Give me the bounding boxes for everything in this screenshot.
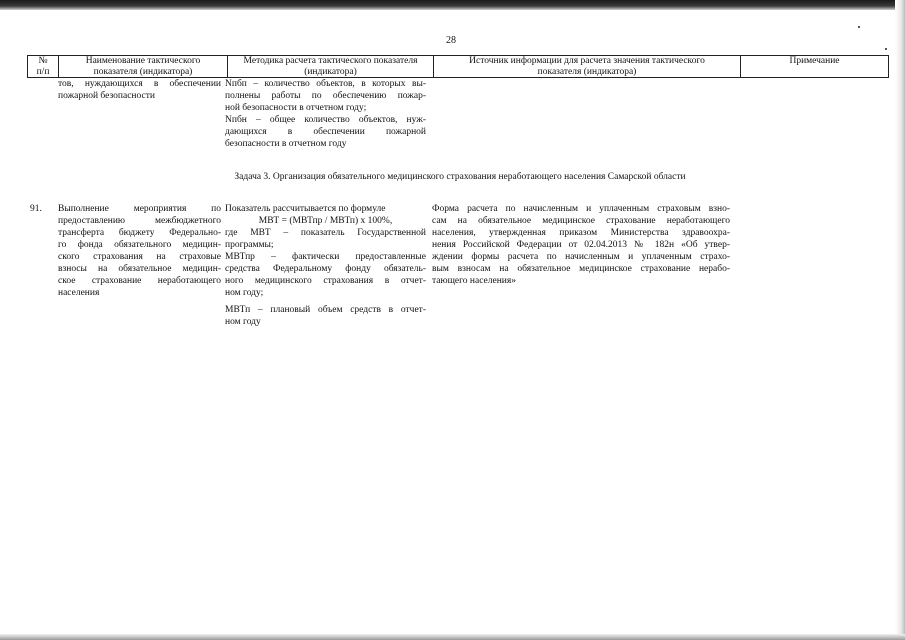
scan-shadow-top [0,0,905,10]
continued-row-name: тов, нуждающихся в обеспечении пожарной безопасности [58,79,221,101]
header-col-number: № п/п [28,56,59,78]
header-col-name: Наименование тактического показателя (индикатора) [59,56,228,78]
row-91-source: Форма расчета по начисленным и уплаченным страховым взно- сам на обязательное медицинское страхование неработающего населения, утвержденная приказом Министерства здравоохра- нения Российской Федерации от 02.04.2013 № 182н «Об утвер- ждении формы расчета по начисленным и уплаченным страхо- вым взносам на обязательное медицинское страхование нерабо- тающего населения» [432,204,730,286]
formula: МВТ = (МВТпр / МВТп) х 100%, [258,216,393,226]
header-col-note: Примечание [741,56,889,78]
scan-speck [885,48,887,50]
scan-shadow-right [895,0,905,640]
row-91-name: Выполнение мероприятия по предоставлению межбюджетного трансферта бюджету Федерально- го фонда обязательного медицин- ского страхования на страховые взносы на обязательное медицин- ское страхование неработающего населения [58,204,221,298]
continued-row-method: Nпбп – количество объектов, в которых вы- полнены работы по обеспечению пожар- ной безопасности в отчетном году; Nпбн – общее количество объектов, нуж- дающихся в обеспечении пожарной безопасности в отчетном году [225,79,426,149]
table-header [27,55,889,78]
page-number: 28 [446,35,456,46]
row-91-method: Показатель рассчитывается по формуле МВТ = (МВТпр / МВТп) х 100%, где МВТ – показатель Государственной программы; МВТпр – фактически предоставленные средства Федеральному фонду обязатель- ного медицинского страхования в отчет- ном году; МВТп – плановый объем средств в отчет- ном году [225,204,426,327]
header-col-method: Методика расчета тактического показателя (индикатора) [228,56,434,78]
task-title: Задача 3. Организация обязательного медицинского страхования неработающего населения Самарской области [234,172,686,182]
scan-shadow-bottom [0,634,905,640]
header-col-source: Источник информации для расчета значения тактического показателя (индикатора) [434,56,741,78]
row-91-number: 91. [30,204,42,214]
scan-speck [858,26,860,28]
